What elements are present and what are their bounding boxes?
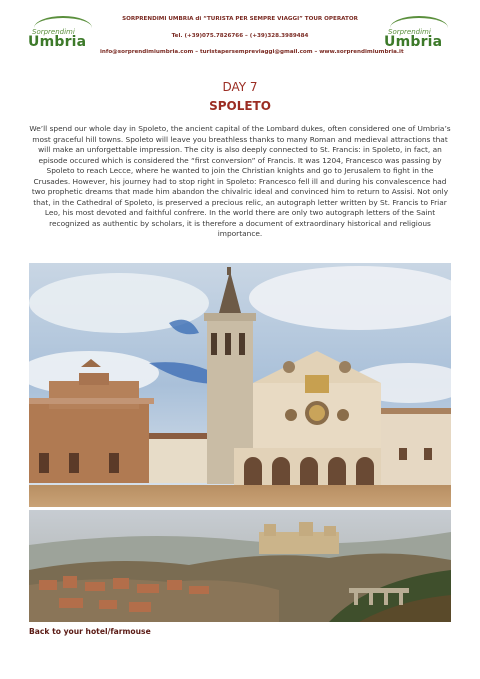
header-contact-line: info@sorprendimiumbria.com – turistapersempreviaggi@gmail.com – www.sorprendimiumbria.it: [100, 49, 404, 55]
sorprendimi-umbria-logo-right: [384, 16, 450, 58]
page-header: [0, 0, 480, 66]
page-title: SPOLETO: [209, 99, 271, 113]
spoleto-cathedral-photo: [29, 263, 451, 507]
logo-big-text: Umbria: [28, 34, 87, 50]
logo-big-text: Umbria: [384, 34, 443, 50]
header-phone-line: Tel. (+39)075.7826766 – (+39)328.3989484: [171, 33, 309, 39]
logo-small-text: Sorprendimi: [32, 28, 75, 36]
photo-caption: Back to your hotel/farmouse: [29, 627, 151, 636]
cathedral-illustration: [29, 263, 451, 507]
logo-small-text: Sorprendimi: [388, 28, 431, 36]
header-company-line: SORPRENDIMI UMBRIA di “TURISTA PER SEMPRE VIAGGI” TOUR OPERATOR: [122, 16, 358, 22]
description-paragraph: We’ll spend our whole day in Spoleto, the ancient capital of the Lombard dukes, often considered one of Umbria’s most graceful hill towns. Spoleto will leave you breathless thanks to many Roman and medieval attractions that will make an unforgettable impression. The city is also deeply connected to St. Francis: in Spoleto, in fact, an episode occured which is considered the “first conversion” of Francis. It was 1204, Francesco was passing by Spoleto to reach Lecce, where he wanted to join the Christian knights and go to Jerusalem to fight in the Crusades. However, his journey had to stop right in Spoleto: Francesco fell ill and during his convalescence had two prophetic dreams that made him abandon the chivalric ideal and convinced him to return to Assisi. Not only that, in the Cathedral of Spoleto, is preserved a precious relic, an autograph letter written by St. Francis to Friar Leo, his most devoted and faithful confrere. In the world there are only two autograph letters of the Saint recognized as authentic by scholars, it is therefore a document of extraordinary historical and religious importance.: [29, 124, 451, 238]
panorama-illustration: [29, 510, 451, 622]
spoleto-panorama-photo: [29, 510, 451, 622]
day-label: DAY 7: [222, 80, 258, 94]
sorprendimi-umbria-logo-left: [28, 16, 94, 58]
